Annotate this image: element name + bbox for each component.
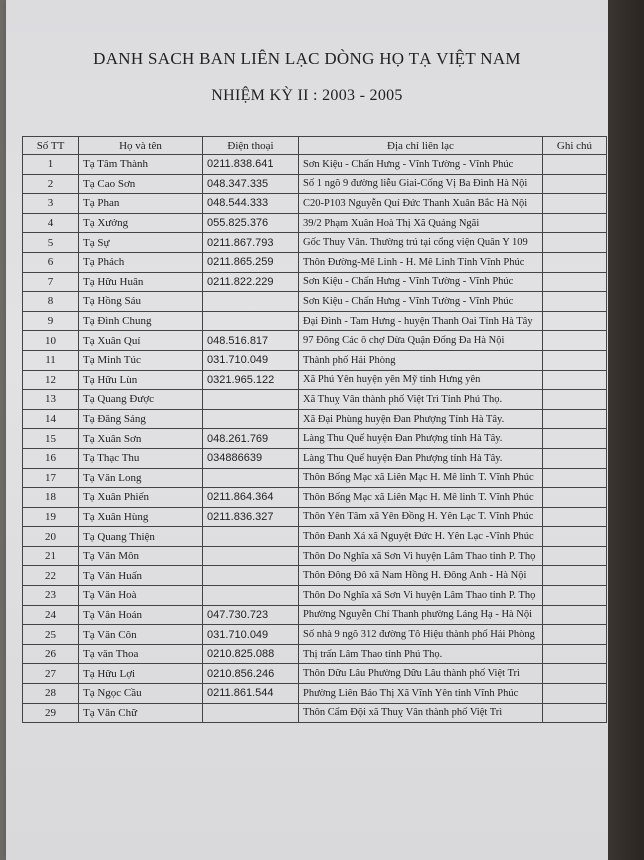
row-number: 27 — [23, 664, 79, 684]
member-name: Tạ Thạc Thu — [79, 448, 203, 468]
row-number: 10 — [23, 331, 79, 351]
contact-address: Làng Thu Quế huyện Đan Phượng tỉnh Hà Tây. — [299, 429, 543, 449]
phone-number — [203, 409, 299, 429]
table-row — [23, 644, 607, 664]
member-name: Tạ Sự — [79, 233, 203, 253]
member-name: Tạ Ngọc Cầu — [79, 684, 203, 704]
contact-address: Thành phố Hải Phòng — [299, 350, 543, 370]
phone-number: 0211.865.259 — [203, 252, 299, 272]
row-number: 28 — [23, 684, 79, 704]
phone-number: 0211.838.641 — [203, 155, 299, 175]
contact-address: Số nhà 9 ngõ 312 đường Tô Hiệu thành phố Hải Phòng — [299, 625, 543, 645]
background-edge — [608, 0, 644, 860]
table-row — [23, 684, 607, 704]
table-row — [23, 605, 607, 625]
row-number: 9 — [23, 311, 79, 331]
row-number: 25 — [23, 625, 79, 645]
row-number: 11 — [23, 350, 79, 370]
column-header: Địa chỉ liên lạc — [299, 137, 543, 155]
table-row — [23, 390, 607, 410]
table-row — [23, 370, 607, 390]
member-name: Tạ Văn Huấn — [79, 566, 203, 586]
table-row — [23, 703, 607, 723]
contact-address: 39/2 Phạm Xuân Hoà Thị Xã Quảng Ngãi — [299, 213, 543, 233]
phone-number: 031.710.049 — [203, 350, 299, 370]
phone-number: 048.544.333 — [203, 194, 299, 214]
contact-address: C20-P103 Nguyễn Quí Đức Thanh Xuân Bắc Hà Nội — [299, 194, 543, 214]
member-name: Tạ Xuân Hùng — [79, 507, 203, 527]
member-name: Tạ Cao Sơn — [79, 174, 203, 194]
phone-number — [203, 546, 299, 566]
row-number: 1 — [23, 155, 79, 175]
phone-number — [203, 390, 299, 410]
contact-address: Xã Thuỵ Vân thành phố Việt Trì Tỉnh Phú Thọ. — [299, 390, 543, 410]
note — [543, 272, 607, 292]
phone-number: 048.347.335 — [203, 174, 299, 194]
member-name: Tạ Văn Chữ — [79, 703, 203, 723]
table-row — [23, 174, 607, 194]
row-number: 24 — [23, 605, 79, 625]
note — [543, 311, 607, 331]
row-number: 8 — [23, 292, 79, 312]
note — [543, 684, 607, 704]
row-number: 29 — [23, 703, 79, 723]
contact-address: Thôn Dữu Lâu Phường Dữu Lâu thành phố Việt Trì — [299, 664, 543, 684]
phone-number: 048.516.817 — [203, 331, 299, 351]
member-name: Tạ Hồng Sáu — [79, 292, 203, 312]
phone-number: 0210.856.246 — [203, 664, 299, 684]
note — [543, 350, 607, 370]
row-number: 6 — [23, 252, 79, 272]
note — [543, 155, 607, 175]
table-row — [23, 409, 607, 429]
member-name: Tạ văn Thoa — [79, 644, 203, 664]
contact-address: Sơn Kiệu - Chấn Hưng - Vĩnh Tường - Vĩnh Phúc — [299, 292, 543, 312]
row-number: 19 — [23, 507, 79, 527]
member-name: Tạ Tâm Thành — [79, 155, 203, 175]
row-number: 7 — [23, 272, 79, 292]
phone-number: 034886639 — [203, 448, 299, 468]
contact-address: Thôn Do Nghĩa xã Sơn Vi huyện Lâm Thao tỉnh P. Thọ — [299, 586, 543, 606]
column-header: Số TT — [23, 137, 79, 155]
row-number: 5 — [23, 233, 79, 253]
phone-number: 0211.867.793 — [203, 233, 299, 253]
column-header: Ghi chú — [543, 137, 607, 155]
phone-number — [203, 468, 299, 488]
note — [543, 292, 607, 312]
row-number: 23 — [23, 586, 79, 606]
note — [543, 605, 607, 625]
table-row — [23, 213, 607, 233]
contact-address: Thôn Cẩm Đội xã Thuỵ Vân thành phố Việt Trì — [299, 703, 543, 723]
table-row — [23, 527, 607, 547]
contact-address: Phường Nguyễn Chí Thanh phường Láng Hạ - Hà Nội — [299, 605, 543, 625]
contact-address: Phường Liên Bảo Thị Xã Vĩnh Yên tỉnh Vĩnh Phúc — [299, 684, 543, 704]
table-row — [23, 194, 607, 214]
member-name: Tạ Văn Môn — [79, 546, 203, 566]
contact-address: Thôn Đanh Xá xã Nguyệt Đức H. Yên Lạc -Vĩnh Phúc — [299, 527, 543, 547]
member-name: Tạ Văn Hoà — [79, 586, 203, 606]
note — [543, 586, 607, 606]
note — [543, 703, 607, 723]
member-name: Tạ Xưởng — [79, 213, 203, 233]
table-row — [23, 468, 607, 488]
note — [543, 174, 607, 194]
row-number: 17 — [23, 468, 79, 488]
phone-number: 0321.965.122 — [203, 370, 299, 390]
row-number: 2 — [23, 174, 79, 194]
member-name: Tạ Xuân Phiến — [79, 488, 203, 508]
contact-address: Sơn Kiệu - Chấn Hưng - Vĩnh Tường - Vĩnh Phúc — [299, 272, 543, 292]
document-page — [6, 0, 608, 860]
contact-address: Thôn Đường-Mê Linh - H. Mê Linh Tỉnh Vĩnh Phúc — [299, 252, 543, 272]
phone-number — [203, 566, 299, 586]
phone-number — [203, 586, 299, 606]
phone-number: 055.825.376 — [203, 213, 299, 233]
note — [543, 409, 607, 429]
note — [543, 331, 607, 351]
phone-number — [203, 703, 299, 723]
note — [543, 370, 607, 390]
row-number: 13 — [23, 390, 79, 410]
table-row — [23, 233, 607, 253]
contact-address: Xã Phú Yên huyện yên Mỹ tỉnh Hưng yên — [299, 370, 543, 390]
row-number: 14 — [23, 409, 79, 429]
phone-number: 0211.861.544 — [203, 684, 299, 704]
table-row — [23, 625, 607, 645]
table-row — [23, 488, 607, 508]
row-number: 4 — [23, 213, 79, 233]
table-row — [23, 546, 607, 566]
table-header-row — [23, 137, 607, 155]
row-number: 18 — [23, 488, 79, 508]
table-row — [23, 155, 607, 175]
member-name: Tạ Phan — [79, 194, 203, 214]
member-name: Tạ Văn Hoán — [79, 605, 203, 625]
note — [543, 625, 607, 645]
table-row — [23, 350, 607, 370]
contact-address: 97 Đông Các ô chợ Dừa Quận Đống Đa Hà Nội — [299, 331, 543, 351]
note — [543, 194, 607, 214]
column-header: Điện thoại — [203, 137, 299, 155]
row-number: 3 — [23, 194, 79, 214]
row-number: 12 — [23, 370, 79, 390]
phone-number: 0210.825.088 — [203, 644, 299, 664]
row-number: 21 — [23, 546, 79, 566]
note — [543, 390, 607, 410]
contact-address: Xã Đại Phùng huyện Đan Phượng Tỉnh Hà Tây. — [299, 409, 543, 429]
member-name: Tạ Hữu Huân — [79, 272, 203, 292]
member-name: Tạ Quang Được — [79, 390, 203, 410]
member-name: Tạ Minh Túc — [79, 350, 203, 370]
row-number: 16 — [23, 448, 79, 468]
member-name: Tạ Đình Chung — [79, 311, 203, 331]
note — [543, 664, 607, 684]
row-number: 15 — [23, 429, 79, 449]
table-row — [23, 586, 607, 606]
table-row — [23, 507, 607, 527]
contact-table — [22, 136, 607, 723]
phone-number: 048.261.769 — [203, 429, 299, 449]
contact-address: Gốc Thuy Vân. Thường trú tại cổng viện Quân Y 109 — [299, 233, 543, 253]
member-name: Tạ Xuân Sơn — [79, 429, 203, 449]
phone-number: 031.710.049 — [203, 625, 299, 645]
contact-address: Làng Thu Quế huyện Đan Phượng tỉnh Hà Tây. — [299, 448, 543, 468]
row-number: 22 — [23, 566, 79, 586]
contact-address: Thôn Đông Đô xã Nam Hồng H. Đông Anh - Hà Nội — [299, 566, 543, 586]
note — [543, 448, 607, 468]
note — [543, 488, 607, 508]
document-title: DANH SACH BAN LIÊN LẠC DÒNG HỌ TẠ VIỆT NAM — [93, 49, 521, 68]
document-subtitle: NHIỆM KỲ II : 2003 - 2005 — [211, 87, 403, 104]
table-row — [23, 448, 607, 468]
table-row — [23, 272, 607, 292]
contact-address: Thôn Bống Mạc xã Liên Mạc H. Mê linh T. Vĩnh Phúc — [299, 468, 543, 488]
note — [543, 546, 607, 566]
note — [543, 468, 607, 488]
phone-number: 047.730.723 — [203, 605, 299, 625]
member-name: Tạ Văn Côn — [79, 625, 203, 645]
note — [543, 429, 607, 449]
table-body — [23, 155, 607, 723]
note — [543, 644, 607, 664]
phone-number — [203, 311, 299, 331]
row-number: 20 — [23, 527, 79, 547]
table-row — [23, 311, 607, 331]
table-row — [23, 331, 607, 351]
table-row — [23, 566, 607, 586]
note — [543, 566, 607, 586]
contact-address: Đại Đình - Tam Hưng - huyện Thanh Oai Tỉnh Hà Tây — [299, 311, 543, 331]
note — [543, 233, 607, 253]
column-header: Họ và tên — [79, 137, 203, 155]
phone-number — [203, 292, 299, 312]
contact-address: Số 1 ngõ 9 đường liễu Giai-Cống Vị Ba Đình Hà Nội — [299, 174, 543, 194]
member-name: Tạ Xuân Quí — [79, 331, 203, 351]
table-row — [23, 292, 607, 312]
phone-number: 0211.864.364 — [203, 488, 299, 508]
note — [543, 213, 607, 233]
contact-address: Thôn Do Nghĩa xã Sơn Vi huyện Lâm Thao tỉnh P. Thọ — [299, 546, 543, 566]
note — [543, 507, 607, 527]
member-name: Tạ Quang Thiện — [79, 527, 203, 547]
table-row — [23, 252, 607, 272]
table-row — [23, 664, 607, 684]
contact-address: Thị trấn Lâm Thao tỉnh Phú Thọ. — [299, 644, 543, 664]
member-name: Tạ Hữu Lợi — [79, 664, 203, 684]
phone-number — [203, 527, 299, 547]
table-row — [23, 429, 607, 449]
note — [543, 252, 607, 272]
contact-address: Thôn Yên Tâm xã Yên Đồng H. Yên Lạc T. Vĩnh Phúc — [299, 507, 543, 527]
phone-number: 0211.822.229 — [203, 272, 299, 292]
member-name: Tạ Hữu Lùn — [79, 370, 203, 390]
note — [543, 527, 607, 547]
contact-address: Sơn Kiệu - Chấn Hưng - Vĩnh Tường - Vĩnh Phúc — [299, 155, 543, 175]
row-number: 26 — [23, 644, 79, 664]
member-name: Tạ Phách — [79, 252, 203, 272]
member-name: Tạ Văn Long — [79, 468, 203, 488]
member-name: Tạ Đăng Sáng — [79, 409, 203, 429]
contact-address: Thôn Bống Mạc xã Liên Mạc H. Mê linh T. Vĩnh Phúc — [299, 488, 543, 508]
phone-number: 0211.836.327 — [203, 507, 299, 527]
